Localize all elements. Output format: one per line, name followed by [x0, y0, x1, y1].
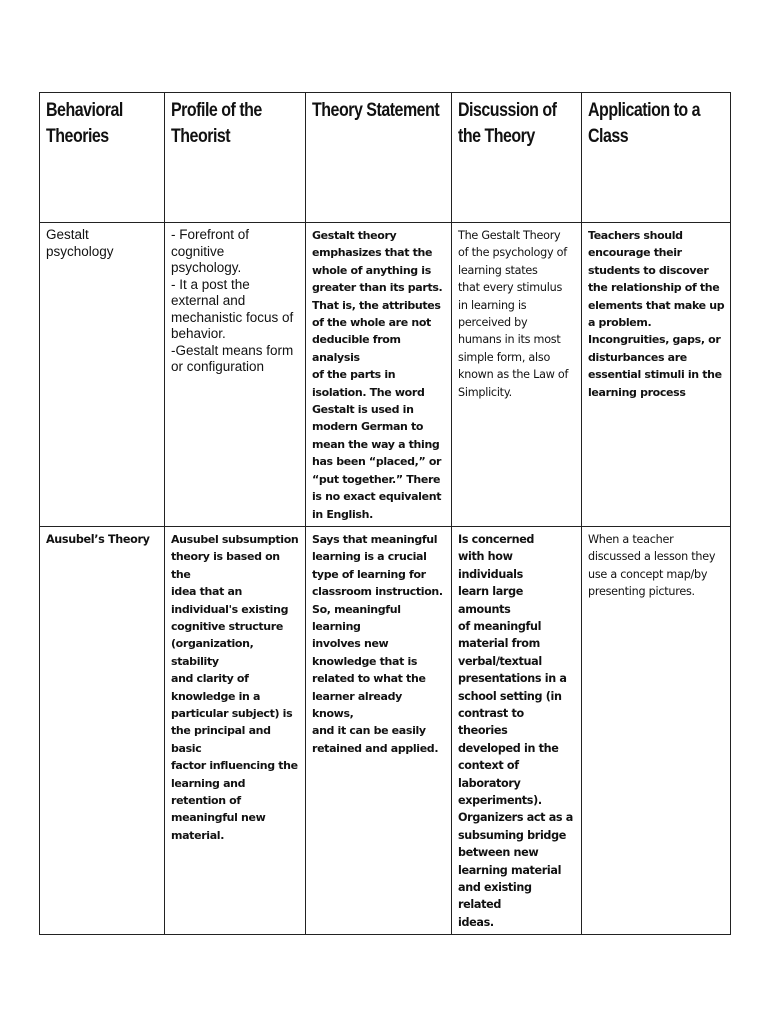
header-theory-statement: Theory Statement: [306, 93, 452, 223]
application-text: When a teacher discussed a lesson they use a concept map/by presenting pictures.: [588, 532, 716, 599]
discussion-cell: [452, 223, 582, 527]
theory-name: Gestalt psychology: [46, 227, 114, 259]
profile-cell: [165, 526, 306, 934]
application-cell: [582, 526, 731, 934]
profile-cell: [165, 223, 306, 527]
application-text: Teachers should encourage their students to discover the relationship of the elements that make up a problem. Incongruities, gaps, or disturbances are essential stimuli in the learning process: [588, 229, 725, 399]
statement-text: Says that meaningful learning is a crucial type of learning for classroom instruction. So, meaningful learning involves new knowledge that is related to what the learner already knows, and it can be easily retained and applied.: [312, 532, 443, 755]
theory-name: Ausubel’s Theory: [46, 532, 150, 546]
header-application-to-class: Application to a Class: [582, 93, 731, 223]
statement-cell: [306, 526, 452, 934]
header-behavioral-theories: Behavioral Theories: [40, 93, 165, 223]
discussion-text: Is concerned with how individuals learn large amounts of meaningful material from verbal/textual presentations in a school setting (in contrast to theories developed in the context of laboratory experiments). Organizers act as a subsuming bridge between new learning material and existing related ideas.: [458, 532, 573, 929]
discussion-cell: [452, 526, 582, 934]
header-profile-of-theorist: Profile of the Theorist: [165, 93, 306, 223]
theory-name-cell: [40, 526, 165, 934]
theories-table: [39, 92, 731, 935]
table-row: [40, 223, 731, 527]
statement-text: Gestalt theory emphasizes that the whole of anything is greater than its parts. That is, the attributes of the whole are not deducible from analysis of the parts in isolation. The word Gestalt is used in modern German to mean the way a thing has been “placed,” or “put together.” There is no exact equivalent in English.: [312, 229, 443, 521]
profile-text: - Forefront of cognitive psychology. - It a post the external and mechanistic focus of behavior. -Gestalt means form or configuration: [171, 227, 294, 374]
discussion-text: The Gestalt Theory of the psychology of learning states that every stimulus in learning is perceived by humans in its most simple form, also known as the Law of Simplicity.: [458, 229, 569, 399]
application-cell: [582, 223, 731, 527]
theory-name-cell: [40, 223, 165, 527]
table-header-row: [40, 93, 731, 223]
profile-text: Ausubel subsumption theory is based on the idea that an individual's existing cognitive structure (organization, stability and clarity of knowledge in a particular subject) is the principal and basic factor influencing the learning and retention of meaningful new material.: [171, 532, 299, 842]
header-discussion-of-theory: Discussion of the Theory: [452, 93, 582, 223]
table-row: [40, 526, 731, 934]
statement-cell: [306, 223, 452, 527]
